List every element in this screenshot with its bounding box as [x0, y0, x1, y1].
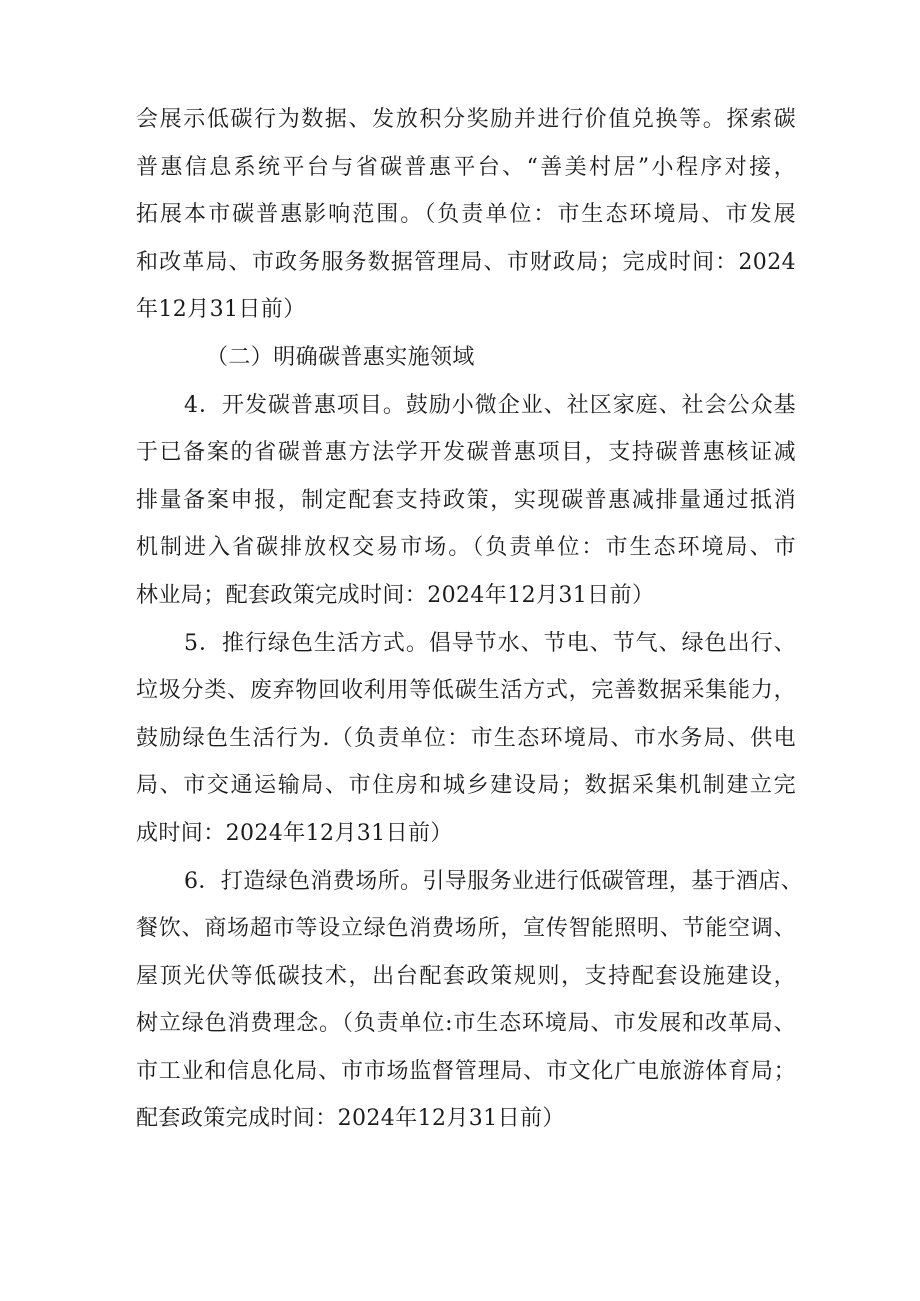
paragraph-line: 鼓励绿色生活行为.（负责单位：市生态环境局、市水务局、供电	[136, 725, 796, 751]
paragraph-line: 机制进入省碳排放权交易市场。（负责单位：市生态环境局、市	[136, 535, 796, 561]
item-4-first-line: 4．开发碳普惠项目。鼓励小微企业、社区家庭、社会公众基	[184, 392, 796, 418]
paragraph-line: 普惠信息系统平台与省碳普惠平台、“善美村居”小程序对接，	[136, 154, 796, 180]
paragraph-line: 屋顶光伏等低碳技术，出台配套政策规则，支持配套设施建设，	[136, 963, 796, 989]
item-5-first-line: 5．推行绿色生活方式。倡导节水、节电、节气、绿色出行、	[184, 630, 796, 656]
paragraph-line: 餐饮、商场超市等设立绿色消费场所，宣传智能照明、节能空调、	[136, 916, 796, 942]
document-body	[136, 96, 804, 1143]
paragraph-line: 局、市交通运输局、市住房和城乡建设局；数据采集机制建立完	[136, 773, 796, 799]
paragraph-line: 和改革局、市政务服务数据管理局、市财政局；完成时间：2024	[136, 249, 796, 275]
paragraph-line: 年12月31日前）	[136, 297, 306, 323]
paragraph-line: 排量备案申报，制定配套支持政策，实现碳普惠减排量通过抵消	[136, 487, 796, 513]
paragraph-line: 拓展本市碳普惠影响范围。（负责单位：市生态环境局、市发展	[136, 202, 796, 228]
paragraph-line: 树立绿色消费理念。（负责单位:市生态环境局、市发展和改革局、	[136, 1011, 796, 1037]
paragraph-line: 垃圾分类、废弃物回收利用等低碳生活方式，完善数据采集能力，	[136, 678, 796, 704]
section-heading: （二）明确碳普惠实施领域	[206, 344, 475, 370]
item-6-first-line: 6．打造绿色消费场所。引导服务业进行低碳管理，基于酒店、	[184, 868, 804, 894]
paragraph-line: 于已备案的省碳普惠方法学开发碳普惠项目，支持碳普惠核证减	[136, 440, 796, 466]
paragraph-line: 市工业和信息化局、市市场监督管理局、市文化广电旅游体育局；	[136, 1058, 796, 1084]
paragraph-line: 成时间：2024年12月31日前）	[136, 820, 453, 846]
paragraph-line: 配套政策完成时间：2024年12月31日前）	[136, 1106, 565, 1132]
paragraph-line: 林业局；配套政策完成时间：2024年12月31日前）	[136, 582, 655, 608]
paragraph-line: 会展示低碳行为数据、发放积分奖励并进行价值兑换等。探索碳	[136, 107, 796, 132]
